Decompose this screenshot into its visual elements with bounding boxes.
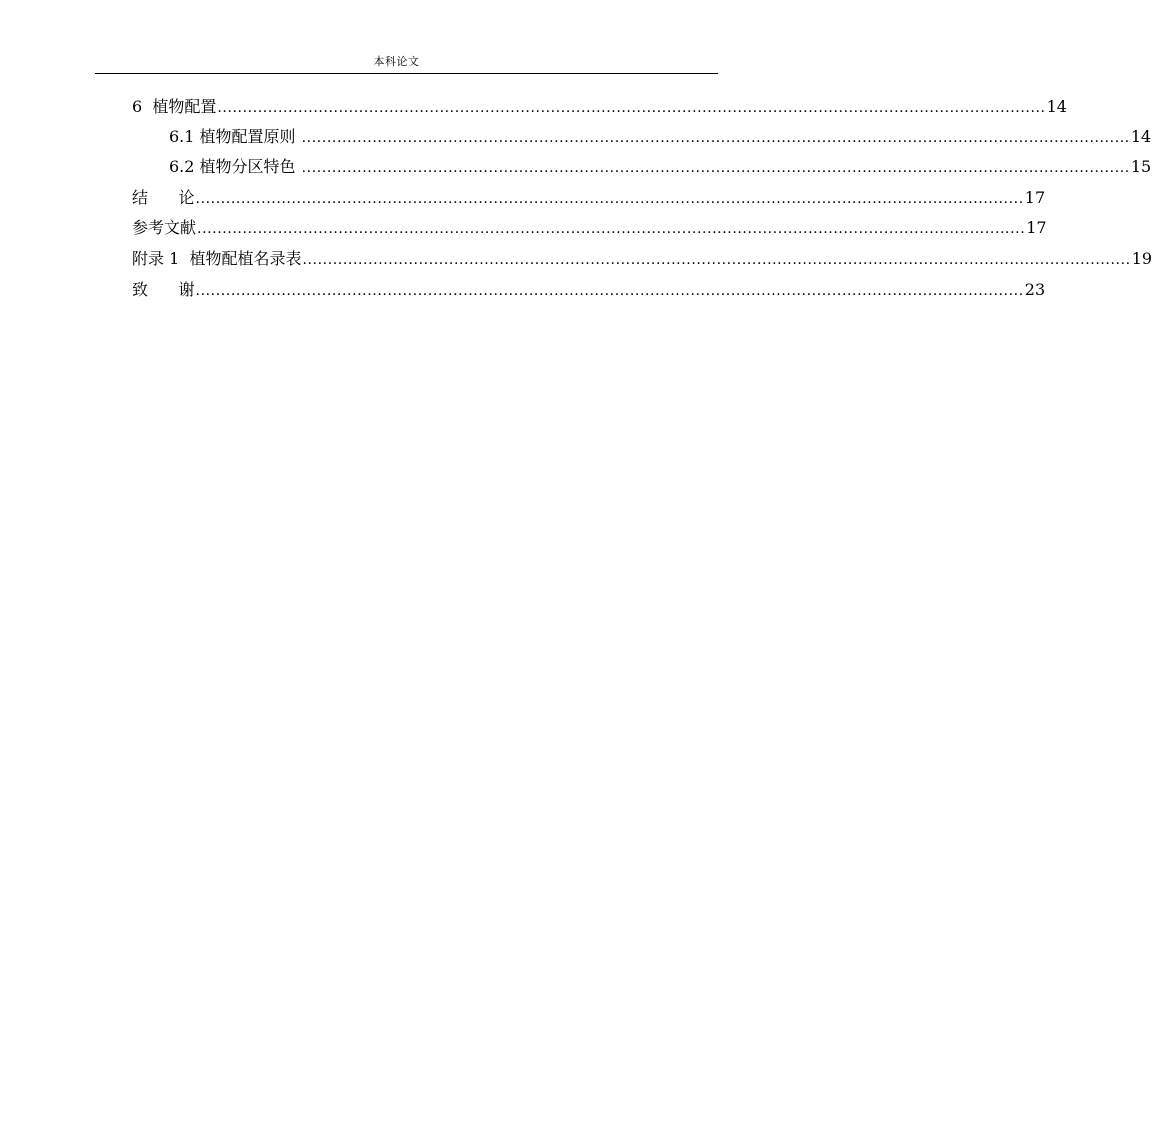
toc-leader-dots: .................................................................................................................................................................... bbox=[197, 221, 1026, 237]
toc-leader-dots: .................................................................................................................................................................... bbox=[301, 160, 1130, 176]
toc-entry-label: 附录 1 植物配植名录表 bbox=[132, 249, 302, 268]
toc-page-number: 19 bbox=[1131, 249, 1152, 268]
toc-entry-label: 参考文献 bbox=[132, 218, 197, 237]
toc-page-number: 17 bbox=[1024, 188, 1046, 207]
toc-leader-dots: .................................................................................................................................................................... bbox=[302, 252, 1131, 268]
toc-page-number: 14 bbox=[1046, 97, 1067, 116]
toc-entry-chapter-6[interactable] bbox=[132, 92, 1067, 122]
toc-page-number: 14 bbox=[1130, 127, 1152, 146]
toc-entry-acknowledgements[interactable] bbox=[132, 275, 1046, 305]
toc-entry-label: 致 谢 bbox=[132, 280, 195, 299]
toc-leader-dots: .................................................................................................................................................................... bbox=[301, 130, 1130, 146]
toc-entry-label: 6.2 植物分区特色 bbox=[169, 157, 301, 176]
toc-entry-conclusion[interactable] bbox=[132, 183, 1046, 213]
toc-leader-dots: .................................................................................................................................................................... bbox=[195, 191, 1024, 207]
toc-page-number: 23 bbox=[1024, 280, 1046, 299]
toc-entry-section-6-2[interactable] bbox=[169, 152, 1152, 182]
header-title: 本科论文 bbox=[373, 55, 420, 68]
toc-entry-label: 6 植物配置 bbox=[132, 97, 217, 116]
header-rule bbox=[95, 73, 718, 74]
toc-entry-references[interactable] bbox=[132, 213, 1047, 243]
toc-entry-section-6-1[interactable] bbox=[169, 122, 1152, 152]
toc-page-number: 15 bbox=[1130, 157, 1152, 176]
toc-entry-label: 6.1 植物配置原则 bbox=[169, 127, 301, 146]
toc-page-number: 17 bbox=[1026, 218, 1047, 237]
toc-entry-appendix-1[interactable] bbox=[132, 244, 1152, 274]
toc-leader-dots: .................................................................................................................................................................... bbox=[217, 100, 1046, 116]
toc-entry-label: 结 论 bbox=[132, 188, 195, 207]
page-header bbox=[0, 0, 793, 76]
toc-leader-dots: .................................................................................................................................................................... bbox=[195, 283, 1024, 299]
